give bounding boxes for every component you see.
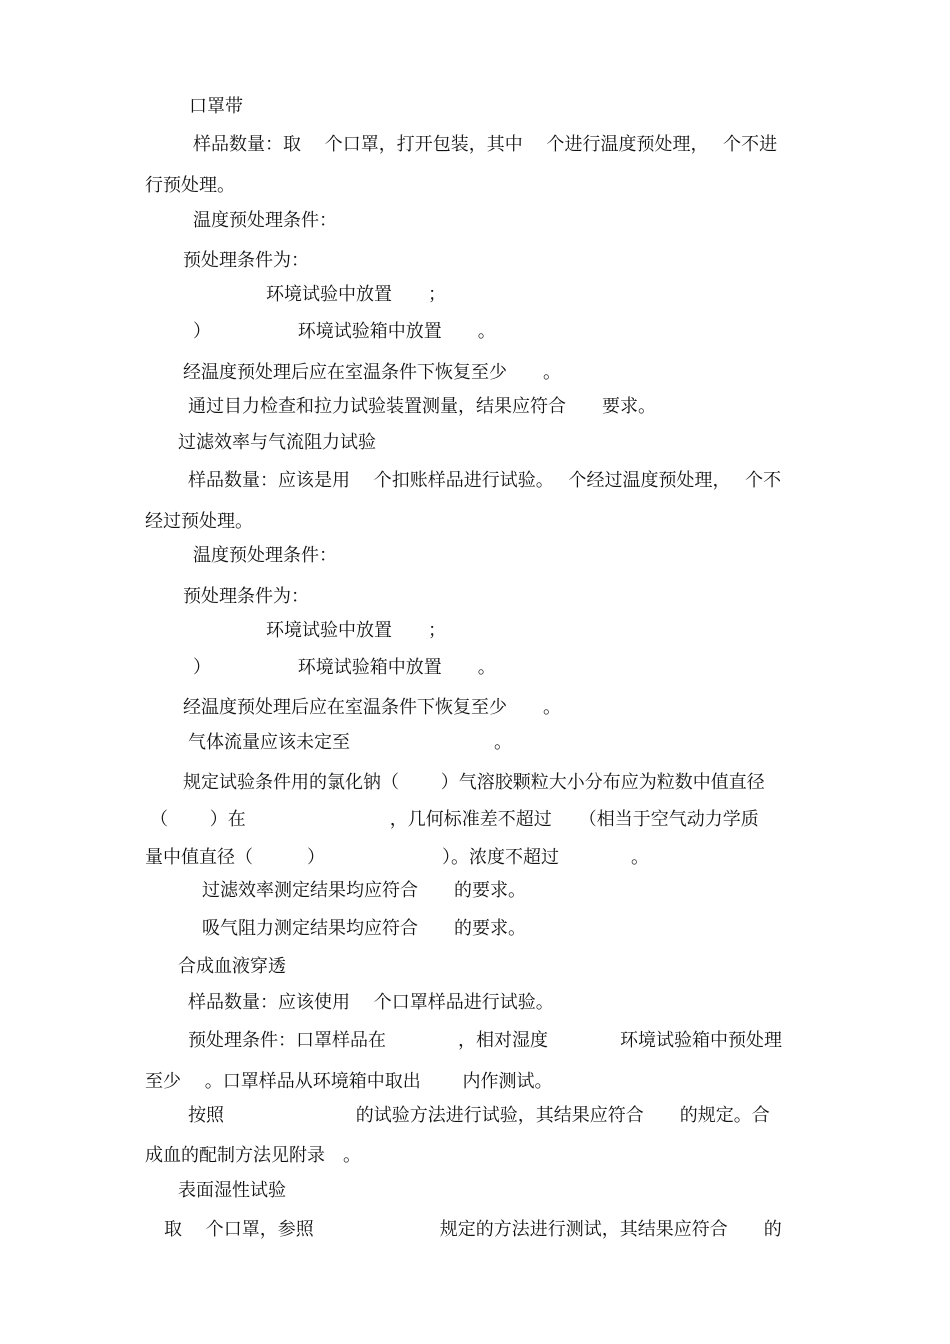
paragraph-line: 规定试验条件用的氯化钠（ ）气溶胶颗粒大小分布应为粒数中值直径	[183, 772, 765, 793]
paragraph-line: 按照 的试验方法进行试验，其结果应符合 的规定。合	[188, 1105, 770, 1126]
paragraph-line: 成血的配制方法见附录 。	[145, 1145, 361, 1166]
paragraph-line: 行预处理。	[145, 175, 235, 196]
paragraph-line: 温度预处理条件：	[193, 545, 337, 566]
paragraph-line: 经温度预处理后应在室温条件下恢复至少 。	[183, 362, 561, 383]
section-heading-blood-penetration: 合成血液穿透	[178, 956, 286, 977]
paragraph-line: 环境试验中放置 ；	[266, 620, 446, 641]
section-heading-surface-wetting: 表面湿性试验	[178, 1180, 286, 1201]
paragraph-line: 通过目力检查和拉力试验装置测量，结果应符合 要求。	[188, 396, 656, 417]
paragraph-line: 至少 。口罩样品从环境箱中取出 内作测试。	[145, 1071, 553, 1092]
paragraph-line: 气体流量应该未定至 。	[188, 732, 512, 753]
paragraph-line: 样品数量：应该使用 个口罩样品进行试验。	[188, 992, 554, 1013]
paragraph-line: 温度预处理条件：	[193, 210, 337, 231]
section-heading-filtration: 过滤效率与气流阻力试验	[178, 432, 376, 453]
paragraph-line: 预处理条件：口罩样品在 ，相对湿度 环境试验箱中预处理	[188, 1030, 782, 1051]
paragraph-line: ） 环境试验箱中放置 。	[193, 657, 496, 678]
paragraph-line: 环境试验中放置 ；	[266, 284, 446, 305]
section-heading-mask-strap: 口罩带	[189, 96, 243, 117]
paragraph-line: 样品数量：应该是用 个扣账样品进行试验。 个经过温度预处理， 个不	[188, 470, 782, 491]
paragraph-line: ） 环境试验箱中放置 。	[193, 321, 496, 342]
paragraph-line: 经温度预处理后应在室温条件下恢复至少 。	[183, 697, 561, 718]
paragraph-line: 吸气阻力测定结果均应符合 的要求。	[202, 918, 526, 939]
paragraph-line: 量中值直径（ ） ）。浓度不超过 。	[145, 847, 649, 868]
paragraph-line: 预处理条件为：	[183, 250, 309, 271]
paragraph-line: 预处理条件为：	[183, 586, 309, 607]
paragraph-line: 样品数量：取 个口罩，打开包装，其中 个进行温度预处理， 个不进	[193, 134, 778, 155]
paragraph-line: 取 个口罩，参照 规定的方法进行测试，其结果应符合 的	[164, 1219, 782, 1240]
paragraph-line: 过滤效率测定结果均应符合 的要求。	[202, 880, 526, 901]
paragraph-line: 经过预处理。	[145, 511, 253, 532]
paragraph-line: （ ）在 ，几何标准差不超过 （相当于空气动力学质	[150, 809, 759, 830]
